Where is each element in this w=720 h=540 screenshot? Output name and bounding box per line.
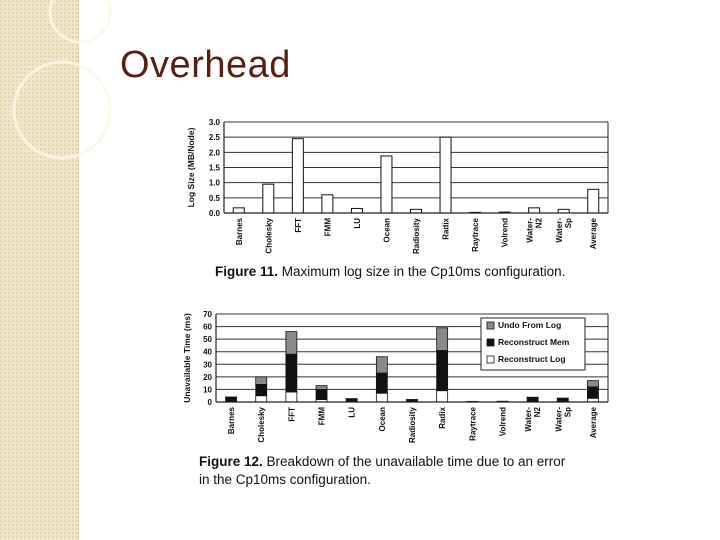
bar-reconstruct-mem-average — [587, 387, 598, 398]
x-tick-label: LU — [352, 218, 362, 229]
y-tick-label: 50 — [203, 335, 212, 345]
bar-reconstruct-log-cholesky — [256, 396, 267, 402]
bar-undo-from-log-cholesky — [256, 377, 267, 385]
x-tick-label: Water- — [525, 218, 535, 243]
y-tick-label: 60 — [203, 322, 212, 332]
bar-ocean — [381, 156, 392, 213]
bar-average — [588, 189, 599, 213]
y-tick-label: 0 — [207, 398, 212, 407]
bar-reconstruct-mem-fft — [286, 354, 297, 392]
x-tick-label: Water- — [554, 407, 564, 432]
y-tick-label: 2.5 — [208, 133, 220, 143]
slide-title: Overhead — [120, 44, 291, 86]
x-tick-label: Ocean — [377, 407, 387, 432]
bar-lu — [351, 208, 362, 213]
x-tick-label: FFT — [287, 407, 297, 422]
x-tick-label: Radix — [441, 218, 451, 240]
bar-undo-from-log-average — [587, 381, 598, 387]
y-tick-label: 1.5 — [208, 163, 220, 173]
bar-barnes — [233, 208, 244, 213]
y-tick-label: 0.0 — [208, 209, 220, 218]
x-tick-label: Cholesky — [264, 218, 274, 254]
x-tick-label: FMM — [323, 218, 333, 237]
x-tick-label: Water- — [555, 218, 565, 243]
bar-reconstruct-mem-barnes — [226, 398, 237, 402]
x-tick-label: Water- — [524, 407, 534, 432]
bar-undo-from-log-barnes — [226, 397, 237, 398]
y-tick-label: 10 — [203, 385, 212, 395]
bar-cholesky — [263, 184, 274, 213]
bar-water-n2 — [529, 208, 540, 213]
bar-reconstruct-mem-water-sp — [557, 398, 568, 401]
bar-reconstruct-mem-radix — [437, 350, 448, 390]
y-tick-label: 3.0 — [208, 118, 220, 127]
bar-reconstruct-mem-ocean — [376, 373, 387, 393]
x-tick-label: Volrend — [498, 407, 508, 437]
legend-swatch-reconstruct-log — [487, 356, 494, 363]
y-tick-label: 40 — [203, 347, 212, 357]
figure-12-caption — [199, 453, 565, 489]
figure-12-number: Figure 12. — [199, 454, 263, 469]
y-axis-label: Log Size (MB/Node) — [186, 127, 196, 208]
figure-12-chart — [180, 306, 620, 454]
bar-radix — [440, 137, 451, 213]
x-tick-label: Ocean — [382, 218, 392, 243]
bar-undo-from-log-ocean — [376, 357, 387, 373]
x-tick-label: Radix — [438, 407, 448, 429]
y-tick-label: 20 — [203, 372, 212, 382]
y-tick-label: 0.5 — [208, 193, 220, 203]
bar-reconstruct-log-radix — [437, 391, 448, 402]
x-tick-label: Barnes — [234, 218, 244, 246]
x-tick-label: N2 — [533, 407, 543, 418]
x-tick-label: Raytrace — [471, 218, 481, 252]
x-tick-label: Radiosity — [412, 218, 421, 255]
x-tick-label: Radiosity — [408, 407, 417, 444]
legend-swatch-undo-from-log — [487, 322, 494, 329]
log-size-bar-chart — [180, 112, 620, 272]
figure-11-number: Figure 11. — [215, 264, 279, 279]
x-tick-label: FFT — [293, 218, 303, 233]
figure-12-caption-line2: in the Cp10ms configuration. — [199, 472, 371, 487]
x-tick-label: Barnes — [227, 407, 237, 435]
bar-reconstruct-log-ocean — [376, 393, 387, 402]
y-tick-label: 1.0 — [208, 178, 220, 188]
x-tick-label: Volrend — [500, 218, 510, 248]
bar-undo-from-log-fmm — [316, 386, 327, 390]
figure-11-caption-text: Maximum log size in the Cp10ms configuration. — [281, 264, 566, 279]
unavailable-time-stacked-chart — [180, 306, 620, 454]
legend-label-undo-from-log: Undo From Log — [498, 320, 562, 330]
figure-11-chart — [180, 112, 620, 272]
bar-undo-from-log-radix — [437, 328, 448, 351]
bar-reconstruct-mem-water-n2 — [527, 398, 538, 402]
bar-undo-from-log-fft — [286, 332, 297, 355]
decorative-sidebar — [0, 0, 79, 540]
x-tick-label: Average — [588, 407, 598, 439]
x-tick-label: Average — [589, 218, 599, 250]
legend-swatch-reconstruct-mem — [487, 339, 494, 346]
x-tick-label: Sp — [563, 407, 573, 418]
x-tick-label: LU — [347, 407, 357, 418]
legend-label-reconstruct-mem: Reconstruct Mem — [498, 337, 570, 347]
y-tick-label: 30 — [203, 360, 212, 370]
bar-reconstruct-mem-fmm — [316, 389, 327, 399]
y-tick-label: 70 — [203, 310, 212, 319]
x-tick-label: Cholesky — [257, 407, 267, 443]
bar-reconstruct-log-fft — [286, 392, 297, 402]
bar-fmm — [322, 195, 333, 213]
figure-12-caption-line1: Breakdown of the unavailable time due to an error — [266, 454, 566, 469]
y-axis-label: Unavailable Time (ms) — [182, 313, 192, 403]
x-tick-label: Sp — [564, 218, 574, 229]
x-tick-label: N2 — [534, 218, 544, 229]
bar-reconstruct-mem-cholesky — [256, 384, 267, 395]
bar-fft — [292, 139, 303, 213]
legend-label-reconstruct-log: Reconstruct Log — [498, 354, 566, 364]
x-tick-label: FMM — [317, 407, 327, 426]
x-tick-label: Raytrace — [468, 407, 478, 441]
figure-11-caption — [215, 263, 565, 281]
y-tick-label: 2.0 — [208, 148, 220, 158]
